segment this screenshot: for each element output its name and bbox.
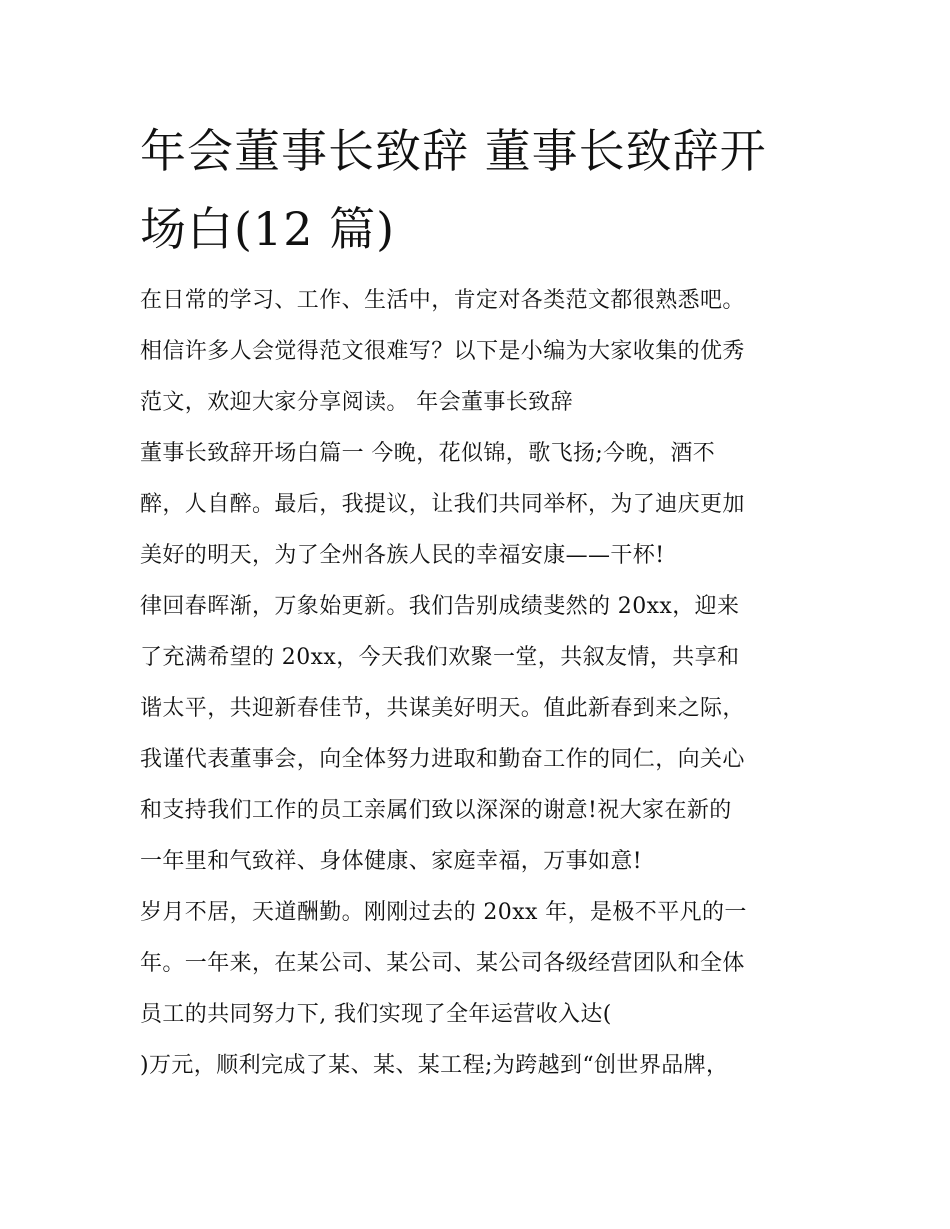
body-line: 相信许多人会觉得范文很难写？以下是小编为大家收集的优秀 — [140, 339, 745, 364]
body-line: 美好的明天，为了全州各族人民的幸福安康——干杯! — [140, 543, 665, 568]
title-line: 场白(12 篇) — [140, 202, 396, 256]
body-line: 在日常的学习、工作、生活中，肯定对各类范文都很熟悉吧。 — [140, 288, 745, 313]
document-title — [140, 112, 830, 268]
body-line: 员工的共同努力下, 我们实现了全年运营收入达( — [140, 1002, 612, 1027]
body-line: 年。一年来，在某公司、某公司、某公司各级经营团队和全体 — [140, 951, 745, 976]
body-line: )万元，顺利完成了某、某、某工程;为跨越到“创世界品牌， — [140, 1053, 729, 1078]
body-line: 了充满希望的 20xx，今天我们欢聚一堂，共叙友情，共享和 — [140, 645, 740, 670]
body-line: 谐太平，共迎新春佳节，共谋美好明天。值此新春到来之际， — [140, 696, 745, 721]
body-line: 董事长致辞开场白篇一 今晚，花似锦，歌飞扬;今晚，酒不 — [140, 441, 716, 466]
title-line: 年会董事长致辞 董事长致辞开 — [140, 124, 767, 178]
body-line: 一年里和气致祥、身体健康、家庭幸福，万事如意! — [140, 849, 643, 874]
body-line: 和支持我们工作的员工亲属们致以深深的谢意!祝大家在新的 — [140, 798, 732, 823]
body-line: 岁月不居，天道酬勤。刚刚过去的 20xx 年，是极不平凡的一 — [140, 900, 747, 925]
body-line: 律回春晖渐，万象始更新。我们告别成绩斐然的 20xx，迎来 — [140, 594, 740, 619]
body-line: 范文，欢迎大家分享阅读。 年会董事长致辞 — [140, 390, 573, 415]
body-line: 我谨代表董事会，向全体努力进取和勤奋工作的同仁，向关心 — [140, 747, 745, 772]
body-line: 醉，人自醉。最后，我提议，让我们共同举杯，为了迪庆更加 — [140, 492, 745, 517]
document-body — [140, 275, 830, 1091]
